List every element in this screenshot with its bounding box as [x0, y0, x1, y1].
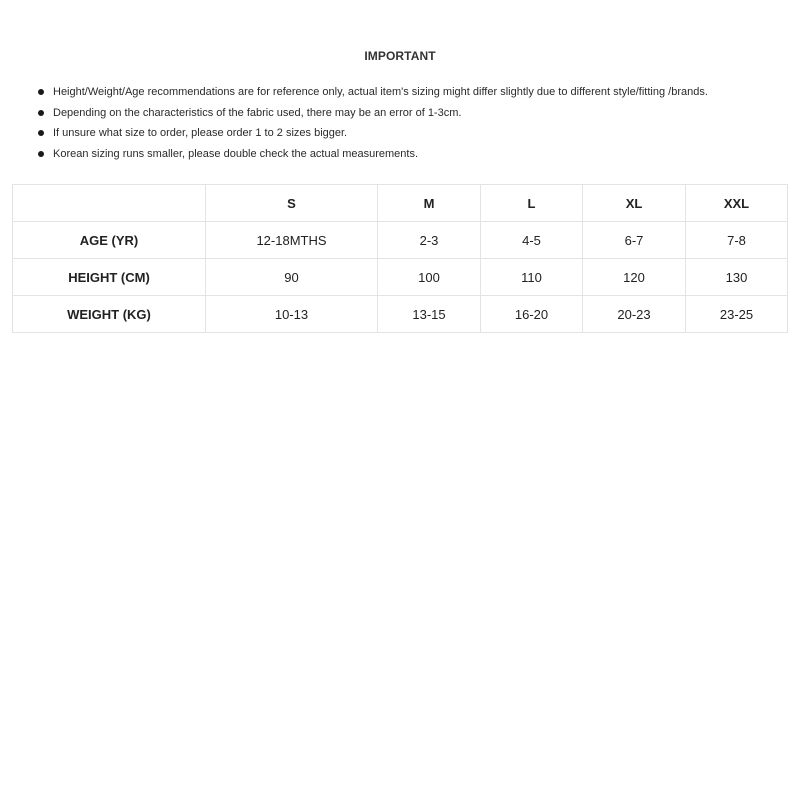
note-text: Height/Weight/Age recommendations are for reference only, actual item's sizing might differ slightly due to different style/fitting /brands. [53, 86, 708, 98]
note-text: Korean sizing runs smaller, please double check the actual measurements. [53, 147, 419, 160]
table-cell: 10-13 [206, 296, 378, 333]
header-size-s: S [206, 185, 378, 222]
table-cell: 90 [206, 259, 378, 296]
table-cell: 16-20 [481, 296, 583, 333]
page-title: IMPORTANT [364, 49, 436, 63]
table-cell: 13-15 [378, 296, 481, 333]
header-size-xxl: XXL [686, 185, 788, 222]
table-cell: 7-8 [686, 222, 788, 259]
header-size-xl: XL [583, 185, 686, 222]
header-corner-cell [13, 185, 206, 222]
table-cell: 6-7 [583, 222, 686, 259]
note-text: Depending on the characteristics of the fabric used, there may be an error of 1-3cm. [53, 106, 462, 119]
table-row [13, 259, 788, 296]
table-cell: 2-3 [378, 222, 481, 259]
header-size-m: M [378, 185, 481, 222]
table-cell: 100 [378, 259, 481, 296]
header-size-l: L [481, 185, 583, 222]
notes-list [38, 82, 790, 164]
bullet-icon [38, 89, 44, 95]
table-row [13, 296, 788, 333]
size-chart-table [12, 184, 788, 333]
row-label-age: AGE (YR) [13, 222, 206, 259]
list-item [38, 123, 790, 144]
table-cell: 110 [481, 259, 583, 296]
list-item [38, 103, 790, 124]
bullet-icon [38, 130, 44, 136]
list-item [38, 82, 790, 103]
table-cell: 4-5 [481, 222, 583, 259]
list-item [38, 144, 790, 165]
bullet-icon [38, 151, 44, 157]
table-cell: 12-18MTHS [206, 222, 378, 259]
table-header-row [13, 185, 788, 222]
table-row [13, 222, 788, 259]
table-cell: 23-25 [686, 296, 788, 333]
table-cell: 20-23 [583, 296, 686, 333]
table-cell: 120 [583, 259, 686, 296]
row-label-weight: WEIGHT (KG) [13, 296, 206, 333]
row-label-height: HEIGHT (CM) [13, 259, 206, 296]
bullet-icon [38, 110, 44, 116]
note-text: If unsure what size to order, please order 1 to 2 sizes bigger. [53, 127, 348, 139]
table-cell: 130 [686, 259, 788, 296]
